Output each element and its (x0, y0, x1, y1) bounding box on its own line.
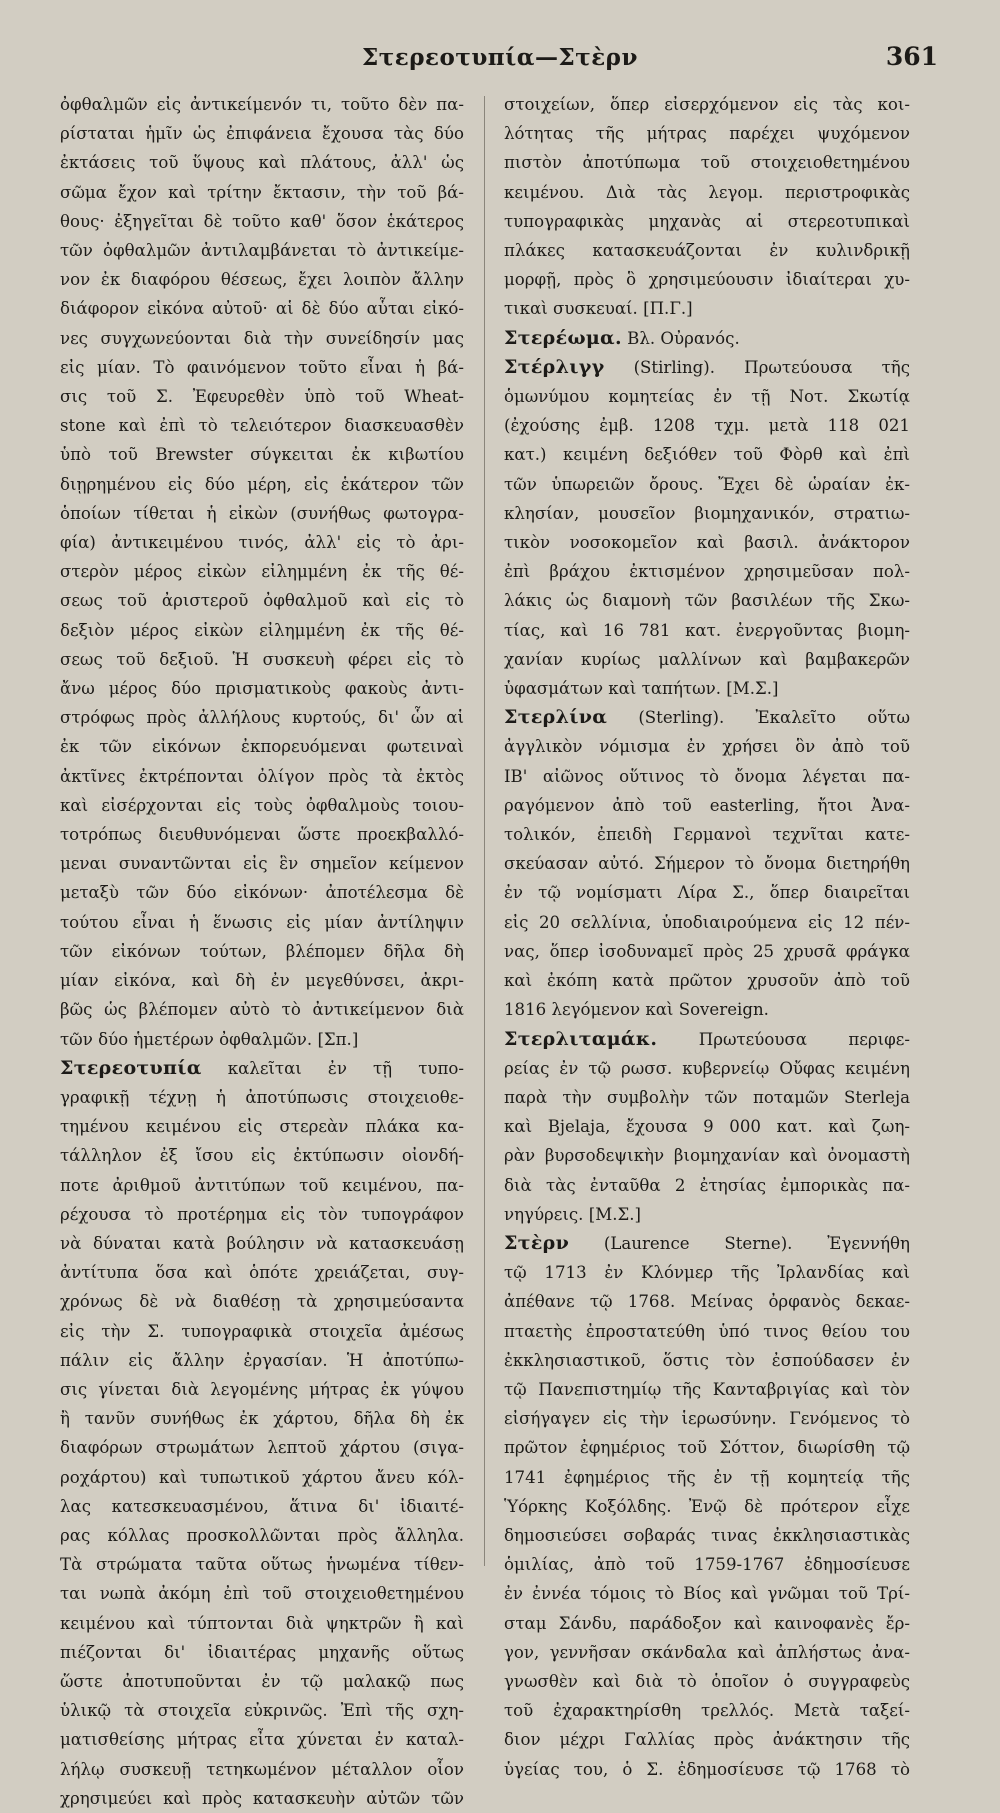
page-title: Στερεοτυπία—Στὲρν (362, 44, 638, 71)
line-text: τημένου κειμένου εἰς στερεὰν πλάκα κα- (60, 1117, 464, 1137)
text-line (60, 586, 464, 615)
text-line (60, 1550, 464, 1579)
text-line (504, 762, 910, 791)
line-text: τῷ Πανεπιστημίῳ τῆς Κανταβριγίας καὶ τὸν (504, 1379, 910, 1399)
line-text: σις γίνεται διὰ λεγομένης μήτρας ἐκ γύψου (60, 1379, 464, 1399)
line-text: (Stirling). Πρωτεύουσα τῆς (604, 357, 910, 377)
text-line (504, 528, 910, 557)
line-text: ΙΒ' αἰῶνος οὕτινος τὸ ὄνομα λέγεται πα- (504, 766, 910, 786)
line-text: κειμένου καὶ τύπτονται διὰ ψηκτρῶν ἢ καὶ (60, 1613, 464, 1633)
line-text: ὀφθαλμῶν εἰς ἀντικείμενόν τι, τοῦτο δὲν πα- (60, 95, 464, 114)
line-text: βῶς ὡς βλέπομεν αὐτὸ τὸ ἀντικείμενον διὰ (60, 1000, 464, 1020)
line-text: ὑπὸ τοῦ Brewster σύγκειται ἐκ κιβωτίου (60, 445, 464, 465)
line-text: λας κατεσκευασμένου, ἅτινα δι' ἰδιαιτέ- (60, 1496, 464, 1516)
line-text: γον, γεννῆσαν σκάνδαλα καὶ ἀπλήστως ἀνα- (504, 1642, 910, 1662)
line-text: μεναι συναντῶνται εἰς ἓν σημεῖον κείμενον (60, 854, 464, 874)
text-line (504, 1054, 910, 1083)
entry-first-line (504, 1229, 910, 1258)
text-line (60, 499, 464, 528)
line-text: εἰς 20 σελλίνια, ὑποδιαιρούμενα εἰς 12 πέν- (504, 912, 910, 932)
line-text: μεταξὺ τῶν δύο εἰκόνων· ἀποτέλεσμα δὲ (60, 883, 464, 903)
line-text: τῶν δύο ἡμετέρων ὀφθαλμῶν. [Σπ.] (60, 1029, 359, 1049)
text-line (60, 353, 464, 382)
line-text: ἢ τανῦν συνήθως ἐκ χάρτου, δῆλα δὴ ἐκ (60, 1409, 464, 1429)
text-line (60, 1696, 464, 1725)
line-text: τούτου εἶναι ἡ ἕνωσις εἰς μίαν ἀντίληψιν (60, 912, 464, 932)
line-text: stone καὶ ἐπὶ τὸ τελειότερον διασκευασθὲν (60, 416, 464, 436)
text-line (504, 1609, 910, 1638)
line-text: ἐπὶ βράχου ἐκτισμένον χρησιμεῦσαν πολ- (504, 562, 910, 582)
text-line (60, 1755, 464, 1784)
line-text: τῷ 1713 ἐν Κλόνμερ τῆς Ἰρλανδίας καὶ (504, 1263, 910, 1283)
text-line (504, 878, 910, 907)
right-column (504, 90, 910, 1784)
line-text: ρας κόλλας προσκολλῶνται πρὸς ἄλληλα. (60, 1525, 464, 1545)
text-line (60, 849, 464, 878)
text-line (504, 937, 910, 966)
line-text: πλάκες κατασκευάζονται ἐν κυλινδρικῇ (504, 241, 910, 261)
line-text: ματισθείσης μήτρας εἶτα χύνεται ἐν καταλ- (60, 1730, 464, 1750)
line-text: χρησιμεύει καὶ πρὸς κατασκευὴν αὐτῶν τῶν (60, 1788, 464, 1808)
text-line (60, 1287, 464, 1316)
text-line (504, 236, 910, 265)
line-text: σταμ Σάνδυ, παράδοξον καὶ καινοφανὲς ἔρ- (504, 1613, 910, 1633)
text-line (504, 382, 910, 411)
text-line (504, 557, 910, 586)
text-line (60, 1258, 464, 1287)
text-line (60, 1579, 464, 1608)
text-line (504, 674, 910, 703)
text-line (60, 1317, 464, 1346)
line-text: τίας, καὶ 16 781 κατ. ἐνεργοῦντας βιομη- (504, 620, 910, 640)
line-text: κλησίαν, μουσεῖον βιομηχανικόν, στρατιω- (504, 503, 910, 523)
line-text: ἐν ἐννέα τόμοις τὸ Βίος καὶ γνῶμαι τοῦ Τρί- (504, 1584, 910, 1604)
line-text: ραγόμενον ἀπὸ τοῦ easterling, ἤτοι Ἀνα- (504, 795, 910, 815)
line-text: θους· ἐξηγεῖται δὲ τοῦτο καθ' ὅσον ἑκάτερος (60, 211, 464, 231)
line-text: 1741 ἐφημέριος τῆς ἐν τῇ κομητείᾳ τῆς (504, 1467, 910, 1487)
entry-first-line (504, 1025, 910, 1054)
text-line (504, 1638, 910, 1667)
line-text: τοῦ ἐχαρακτηρίσθη τρελλός. Μετὰ ταξεί- (504, 1701, 910, 1721)
text-line (504, 849, 910, 878)
text-line (504, 1550, 910, 1579)
line-text: ὁμιλίας, ἀπὸ τοῦ 1759-1767 ἐδημοσίευσε (504, 1555, 910, 1575)
text-line (504, 966, 910, 995)
line-text: στρόφως πρὸς ἀλλήλους κυρτούς, δι' ὧν αἱ (60, 708, 464, 728)
text-line (60, 265, 464, 294)
text-line (504, 1083, 910, 1112)
line-text: νον ἐκ διαφόρου θέσεως, ἔχει λοιπὸν ἄλλην (60, 270, 464, 290)
line-text: ρέχουσα τὸ προτέρημα εἰς τὸν τυπογράφον (60, 1204, 464, 1224)
text-line (60, 732, 464, 761)
text-line (504, 178, 910, 207)
text-line (60, 820, 464, 849)
line-text: στερὸν μέρος εἰκὼν εἰλημμένη ἐκ τῆς θέ- (60, 562, 464, 582)
text-line (504, 1492, 910, 1521)
text-line (504, 645, 910, 674)
line-text: σις τοῦ Σ. Ἐφευρεθὲν ὑπὸ τοῦ Wheat- (60, 387, 464, 407)
line-text: εἰς τὴν Σ. τυπογραφικὰ στοιχεῖα ἀμέσως (60, 1321, 464, 1341)
text-line (504, 1375, 910, 1404)
text-line (60, 470, 464, 499)
line-text: Βλ. Οὐρανός. (621, 328, 740, 348)
text-line (60, 878, 464, 907)
line-text: γραφικῇ τέχνῃ ἡ ἀποτύπωσις στοιχειοθε- (60, 1087, 464, 1107)
text-line (60, 1492, 464, 1521)
page-number: 361 (885, 42, 938, 71)
text-line (504, 440, 910, 469)
text-line (60, 1784, 464, 1813)
line-text: ἐκ τῶν εἰκόνων ἐκπορευόμεναι φωτειναὶ (60, 737, 464, 757)
line-text: λάκις ὡς διαμονὴ τῶν βασιλέων τῆς Σκω- (504, 591, 910, 611)
line-text: (Laurence Sterne). Ἐγεννήθη (569, 1233, 910, 1253)
line-text: καὶ εἰσέρχονται εἰς τοὺς ὀφθαλμοὺς τοιου- (60, 795, 464, 815)
line-text: παρὰ τὴν συμβολὴν τῶν ποταμῶν Sterleja (504, 1087, 910, 1107)
text-line (60, 119, 464, 148)
line-text: διὰ τὰς ἐνταῦθα 2 ἐτησίας ἐμπορικὰς πα- (504, 1175, 910, 1195)
text-line (60, 440, 464, 469)
line-text: σεως τοῦ ἀριστεροῦ ὀφθαλμοῦ καὶ εἰς τὸ (60, 591, 464, 611)
text-line (60, 1171, 464, 1200)
line-text: δεξιὸν μέρος εἰκὼν εἰλημμένη ἐκ τῆς θέ- (60, 620, 464, 640)
text-line (504, 294, 910, 323)
text-line (60, 1346, 464, 1375)
text-line (60, 995, 464, 1024)
text-line (60, 1609, 464, 1638)
text-line (504, 1258, 910, 1287)
text-line (60, 1083, 464, 1112)
line-text: μίαν εἰκόνα, καὶ δὴ ἐν μεγεθύνσει, ἀκρι- (60, 971, 464, 991)
text-line (60, 1229, 464, 1258)
line-text: τολικόν, ἐπειδὴ Γερμανοὶ τεχνῖται κατε- (504, 825, 910, 845)
line-text: τικὸν νοσοκομεῖον καὶ βασιλ. ἀνάκτορον (504, 533, 910, 553)
line-text: ὁποίων τίθεται ἡ εἰκὼν (συνήθως φωτογρα- (60, 503, 464, 523)
text-line (504, 1317, 910, 1346)
text-line (504, 1141, 910, 1170)
text-line (60, 324, 464, 353)
line-text: ἀκτῖνες ἐκτρέπονται ὀλίγον πρὸς τὰ ἐκτὸς (60, 766, 464, 786)
line-text: Ὑόρκης Κοξόλδης. Ἐνῷ δὲ πρότερον εἶχε (504, 1496, 910, 1516)
line-text: καὶ ἐκόπη κατὰ πρῶτον χρυσοῦν ἀπὸ τοῦ (504, 971, 910, 991)
line-text: γνωσθὲν καὶ διὰ τὸ ὁποῖον ὁ συγγραφεὺς (504, 1671, 910, 1691)
text-line (60, 90, 464, 119)
line-text: καὶ Bjelaja, ἔχουσα 9 000 κατ. καὶ ζωη- (504, 1117, 910, 1137)
text-line (504, 1725, 910, 1754)
line-text: πταετὴς ἐπροστατεύθη ὑπό τινος θείου του (504, 1321, 910, 1341)
line-text: ὑγείας του, ὁ Σ. ἐδημοσίευσε τῷ 1768 τὸ (504, 1759, 910, 1779)
line-text: ποτε ἀριθμοῦ ἀντιτύπων τοῦ κειμένου, πα- (60, 1175, 464, 1195)
text-line (60, 557, 464, 586)
text-line (60, 411, 464, 440)
line-text: σῶμα ἔχον καὶ τρίτην ἔκτασιν, τὴν τοῦ βά- (60, 182, 464, 202)
line-text: τικαὶ συσκευαί. [Π.Γ.] (504, 299, 693, 319)
text-line (60, 1025, 464, 1054)
line-text: ὑλικῷ τὰ στοιχεῖα εὐκρινῶς. Ἐπὶ τῆς σχη- (60, 1701, 464, 1721)
line-text: πάλιν εἰς ἄλλην ἐργασίαν. Ἡ ἀποτύπω- (60, 1350, 464, 1370)
line-text: Πρωτεύουσα περιφε- (657, 1029, 910, 1049)
text-line (504, 1433, 910, 1462)
line-text: ρίσταται ἡμῖν ὡς ἐπιφάνεια ἔχουσα τὰς δύο (60, 124, 464, 144)
line-text: νας, ὅπερ ἰσοδυναμεῖ πρὸς 25 χρυσᾶ φράγκα (504, 941, 910, 961)
text-line (504, 1696, 910, 1725)
text-line (60, 674, 464, 703)
line-text: ρὰν βυρσοδεψικὴν βιομηχανίαν καὶ ὀνομαστὴ (504, 1146, 910, 1166)
line-text: νες συγχωνεύονται διὰ τὴν συνείδησίν μας (60, 328, 464, 348)
text-line (504, 820, 910, 849)
line-text: ἐκτάσεις τοῦ ὕψους καὶ πλάτους, ἀλλ' ὡς (60, 153, 464, 173)
text-line (504, 1521, 910, 1550)
text-line (504, 1200, 910, 1229)
text-line (504, 616, 910, 645)
line-text: κειμένου. Διὰ τὰς λεγομ. περιστροφικὰς (504, 182, 910, 202)
text-line (60, 1375, 464, 1404)
line-text: τυπογραφικὰς μηχανὰς αἱ στερεοτυπικαὶ (504, 211, 910, 231)
text-line (60, 703, 464, 732)
text-line (60, 1667, 464, 1696)
line-text: μορφῇ, πρὸς ὃ χρησιμεύουσιν ἰδιαίτεραι χυ- (504, 270, 910, 290)
line-text: ὁμωνύμου κομητείας ἐν τῇ Νοτ. Σκωτίᾳ (504, 387, 910, 407)
text-line (60, 1404, 464, 1433)
line-text: τῶν εἰκόνων τούτων, βλέπομεν δῆλα δὴ (60, 941, 464, 961)
text-line (504, 1667, 910, 1696)
line-text: διαφόρων στρωμάτων λεπτοῦ χάρτου (σιγα- (60, 1438, 464, 1458)
text-line (60, 148, 464, 177)
line-text: ἀντίτυπα ὅσα καὶ ὁπότε χρειάζεται, συγ- (60, 1263, 464, 1283)
line-text: (ἐχούσης ἐμβ. 1208 τχμ. μετὰ 118 021 (504, 416, 910, 436)
text-line (504, 1346, 910, 1375)
text-line (504, 470, 910, 499)
line-text: πιστὸν ἀποτύπωμα τοῦ στοιχειοθετημένου (504, 153, 910, 173)
text-line (504, 90, 910, 119)
line-text: δημοσιεύσει σοβαράς τινας ἐκκλησιαστικὰς (504, 1525, 910, 1545)
text-line (504, 265, 910, 294)
entry-first-line (60, 1054, 464, 1083)
line-text: ἐν τῷ νομίσματι Λίρα Σ., ὅπερ διαιρεῖται (504, 883, 910, 903)
text-line (60, 762, 464, 791)
line-text: στοιχείων, ὅπερ εἰσερχόμενον εἰς τὰς κοι- (504, 95, 910, 114)
text-line (60, 294, 464, 323)
text-line (60, 937, 464, 966)
text-line (504, 995, 910, 1024)
line-text: καλεῖται ἐν τῇ τυπο- (201, 1058, 464, 1078)
entry-headword: Στερεοτυπία (60, 1056, 202, 1079)
line-text: ἀγγλικὸν νόμισμα ἐν χρήσει ὃν ἀπὸ τοῦ (504, 737, 910, 757)
text-line (504, 1171, 910, 1200)
text-line (60, 791, 464, 820)
text-line (60, 528, 464, 557)
line-text: ὑφασμάτων καὶ ταπήτων. [Μ.Σ.] (504, 679, 779, 699)
line-text: τάλληλον ἐξ ἴσου εἰς ἐκτύπωσιν οἰονδή- (60, 1146, 464, 1166)
text-line (504, 1579, 910, 1608)
text-line (60, 207, 464, 236)
line-text: ὥστε ἀποτυποῦνται ἐν τῷ μαλακῷ πως (60, 1671, 464, 1691)
text-line (60, 645, 464, 674)
text-line (504, 586, 910, 615)
text-line (60, 908, 464, 937)
entry-headword: Στερλίνα (504, 706, 608, 729)
line-text: λότητας τῆς μήτρας παρέχει ψυχόμενον (504, 124, 910, 144)
text-line (60, 1112, 464, 1141)
text-line (504, 1112, 910, 1141)
line-text: τῶν ὀφθαλμῶν ἀντιλαμβάνεται τὸ ἀντικείμε- (60, 241, 464, 261)
line-text: Τὰ στρώματα ταῦτα οὕτως ἡνωμένα τίθεν- (60, 1555, 464, 1575)
running-head (56, 40, 944, 76)
line-text: κατ.) κειμένη δεξιόθεν τοῦ Φὸρθ καὶ ἐπὶ (504, 445, 910, 465)
line-text: πιέζονται δι' ἰδιαιτέρας μηχανῆς οὕτως (60, 1642, 464, 1662)
line-text: ρείας ἐν τῷ ρωσσ. κυβερνείῳ Οὔφας κειμένη (504, 1058, 910, 1078)
line-text: ἄνω μέρος δύο πρισματικοὺς φακοὺς ἀντι- (60, 679, 464, 699)
text-line (504, 1404, 910, 1433)
text-line (60, 1521, 464, 1550)
entry-first-line (504, 324, 910, 353)
line-text: νηγύρεις. [Μ.Σ.] (504, 1204, 641, 1224)
left-column (60, 90, 464, 1813)
line-text: νὰ δύναται κατὰ βούλησιν νὰ κατασκευάσῃ (60, 1233, 464, 1253)
text-line (60, 236, 464, 265)
text-line (504, 207, 910, 236)
text-line (60, 1463, 464, 1492)
line-text: ἀπέθανε τῷ 1768. Μείνας ὀρφανὸς δεκαε- (504, 1292, 910, 1312)
line-text: εἰσήγαγεν εἰς τὴν ἱερωσύνην. Γενόμενος τὸ (504, 1409, 910, 1429)
line-text: φία) ἀντικειμένου τινός, ἀλλ' εἰς τὸ ἀρι- (60, 533, 464, 553)
text-line (60, 1725, 464, 1754)
entry-headword: Στερέωμα. (504, 326, 622, 349)
entry-first-line (504, 703, 910, 732)
line-text: διάφορον εἰκόνα αὐτοῦ· αἱ δὲ δύο αὗται εἰκό- (60, 299, 464, 319)
line-text: λήλῳ συσκευῇ τετηκωμένον μέταλλον οἷον (60, 1759, 464, 1779)
text-line (60, 1141, 464, 1170)
line-text: σεως τοῦ δεξιοῦ. Ἡ συσκευὴ φέρει εἰς τὸ (60, 649, 464, 669)
text-line (60, 1638, 464, 1667)
line-text: σκεύασαν αὐτό. Σήμερον τὸ ὄνομα διετηρήθη (504, 854, 910, 874)
line-text: διον μέχρι Γαλλίας πρὸς ἀνάκτησιν τῆς (504, 1730, 910, 1750)
text-line (504, 1755, 910, 1784)
line-text: 1816 λεγόμενον καὶ Sovereign. (504, 1000, 769, 1020)
line-text: ται νωπὰ ἀκόμη ἐπὶ τοῦ στοιχειοθετημένου (60, 1584, 464, 1604)
text-line (60, 382, 464, 411)
text-line (504, 732, 910, 761)
text-line (504, 119, 910, 148)
text-line (504, 1287, 910, 1316)
entry-headword: Στέρλιγγ (504, 355, 605, 378)
column-divider (484, 96, 485, 1566)
line-text: (Sterling). Ἐκαλεῖτο οὕτω (607, 708, 910, 728)
text-line (60, 1200, 464, 1229)
line-text: τῶν ὑπωρειῶν ὄρους. Ἔχει δὲ ὡραίαν ἐκ- (504, 474, 910, 494)
entry-headword: Στερλιταμάκ. (504, 1027, 658, 1050)
line-text: πρῶτον ἐφημέριος τοῦ Σόττον, διωρίσθη τῷ (504, 1438, 910, 1458)
text-line (504, 148, 910, 177)
line-text: τοτρόπως διευθυνόμεναι ὥστε προεκβαλλό- (60, 825, 464, 845)
line-text: χρόνως δὲ νὰ διαθέσῃ τὰ χρησιμεύσαντα (60, 1292, 464, 1312)
line-text: ροχάρτου) καὶ τυπωτικοῦ χάρτου ἄνευ κόλ- (60, 1467, 464, 1487)
text-line (60, 1433, 464, 1462)
text-line (504, 908, 910, 937)
text-line (504, 1463, 910, 1492)
entry-first-line (504, 353, 910, 382)
line-text: εἰς μίαν. Τὸ φαινόμενον τοῦτο εἶναι ἡ βά- (60, 357, 464, 377)
text-line (504, 791, 910, 820)
text-line (60, 966, 464, 995)
line-text: διῃρημένου εἰς δύο μέρη, εἰς ἑκάτερον τῶν (60, 474, 464, 494)
text-line (504, 411, 910, 440)
text-line (60, 178, 464, 207)
entry-headword: Στὲρν (504, 1231, 570, 1254)
text-line (60, 616, 464, 645)
line-text: ἐκκλησιαστικοῦ, ὅστις τὸν ἐσπούδασεν ἐν (504, 1350, 910, 1370)
line-text: χανίαν κυρίως μαλλίνων καὶ βαμβακερῶν (504, 649, 910, 669)
text-line (504, 499, 910, 528)
